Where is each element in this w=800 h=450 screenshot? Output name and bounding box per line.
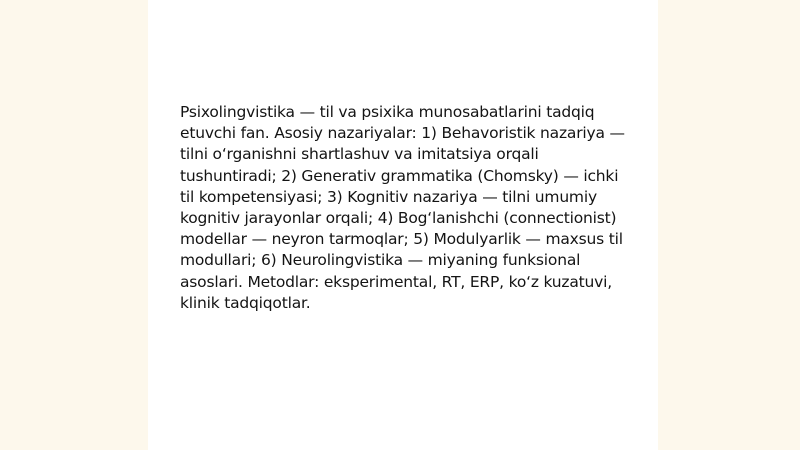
document-page <box>148 0 658 450</box>
right-margin <box>658 0 800 450</box>
body-paragraph: Psixolingvistika — til va psixika munosabatlarini tadqiq etuvchi fan. Asosiy nazariyalar: 1) Behavoristik nazariya — tilni o‘rganishni shartlashuv va imitatsiya orqali tushuntiradi; 2) Generativ grammatika (Chomsky) — ichki til kompetensiyasi; 3) Kognitiv nazariya — tilni umumiy kognitiv jarayonlar orqali; 4) Bog‘lanishchi (connectionist) modellar — neyron tarmoqlar; 5) Modulyarlik — maxsus til modullari; 6) Neurolingvistika — miyaning funksional asoslari. Metodlar: eksperimental, RT, ERP, ko‘z kuzatuvi, klinik tadqiqotlar. <box>180 103 625 312</box>
left-margin <box>0 0 148 450</box>
